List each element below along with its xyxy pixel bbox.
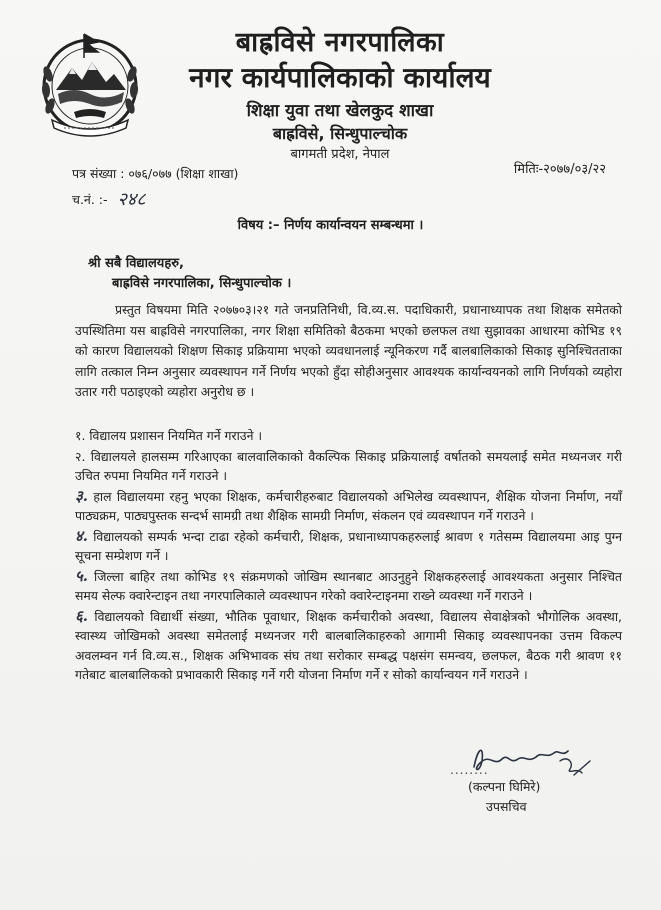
list-item: २. विद्यालयले हालसम्म गरिआएका बालवालिकाको वैकल्पिक सिकाइ प्रक्रियालाई वर्षातको समयलाई समेत मध्यनजर गरी उचित रुपमा नियमित गर्ने गराउने । (75, 448, 622, 483)
letter-date: मितिः-२०७७/०३/२२ (513, 162, 606, 177)
recipient-line-1: श्री सबै विद्यालयहरु, (88, 256, 184, 271)
dispatch-number-row (72, 186, 146, 210)
list-item: ४. विद्यालयको सम्पर्क भन्दा टाढा रहेको कर्मचारी, शिक्षक, प्रधानाध्यापकहरुलाई श्रावण १ गतेसम्म विद्यालयमा आइ पुग्न सूचना सम्प्रेशण गर्ने । (75, 526, 622, 563)
office-name: नगर कार्यपालिकाको कार्यालय (189, 61, 491, 94)
list-item: ५. जिल्ला बाहिर तथा कोभिड १९ संक्रमणको जोखिम स्थानबाट आउनुहुने शिक्षकहरुलाई आवश्यकता अनुसार निश्चित समय सेल्फ क्वारेन्टाइन तथा नगरपालिकाले व्यवस्थापन गरेको क्वारेन्टाइनमा राख्ने व्यवस्था गर्ने गराउने । (75, 566, 622, 603)
reference-number: पत्र संख्या : ०७६/०७७ (शिक्षा शाखा) (72, 166, 239, 181)
body-paragraph: प्रस्तुत विषयमा मिति २०७७०३।२१ गते जनप्रतिनिधी, वि.व्य.स. पदाधिकारी, प्रधानाध्यापक तथा शिक्षक समेतको उपस्थितिमा यस बाह्रविसे नगरपालिका, नगर शिक्षा समितिको बैठकमा भएको छलफल तथा सुझावका आधारमा कोभिड १९ को कारण विद्यालयको शिक्षण सिकाइ प्रक्रियामा भएको व्यवधानलाई न्यूनिकरण गर्दै बालबालिकाको सिकाइ सुनिश्चितताका लागि तत्काल निम्न अनुसार व्यवस्थापन गर्ने निर्णय भएको हुँदा सोहीअनुसार आवश्यक कार्यान्वयनको लागि निर्णयको व्यहोरा उतार गरी पठाइएको व्यहोरा अनुरोध छ । (75, 302, 622, 399)
dispatch-number: २४८ (117, 189, 146, 210)
list-item: ३. हाल विद्यालयमा रहनु भएका शिक्षक, कर्मचारीहरुबाट विद्यालयको अभिलेख व्यवस्थापन, शैक्षिक योजना निर्माण, नयाँ पाठ्यक्रम, पाठ्यपुस्तक सन्दर्भ सामग्री तथा शैक्षिक सामग्री निर्माण, संकलन एवं व्यवस्थापन गर्ने गराउने । (75, 486, 622, 523)
signatory-title: उपसचिव (486, 799, 527, 814)
recipient-line-2: बाह्रविसे नगरपालिका, सिन्धुपाल्चोक । (112, 276, 292, 291)
subject-line: विषय :– निर्णय कार्यान्वयन सम्बन्धमा । (237, 218, 424, 233)
section-name: शिक्षा युवा तथा खेलकुद शाखा (246, 101, 434, 121)
list-item: १. विद्यालय प्रशासन नियमित गर्ने गराउने । (75, 428, 263, 443)
signature-dots: ........ (450, 763, 489, 777)
signatory-name: (कल्पना घिमिरे) (468, 779, 541, 794)
municipality-name: बाह्रविसे नगरपालिका (235, 27, 445, 58)
list-item: ६. विद्यालयको विद्यार्थी संख्या, भौतिक पूवाधार, शिक्षक कर्मचारीको अवस्था, विद्यालय सेवाक्षेत्रको भौगोलिक अवस्था, स्वास्थ्य जोखिमको अवस्था समेतलाई मध्यनजर गरी बालबालिकाहरुको आगामी सिकाइ व्यवस्थापनका उत्तम विकल्प अवलम्वन गर्न वि.व्य.स., शिक्षक अभिभावक संघ तथा सरोकार सम्बद्ध पक्षसंग समन्वय, छलफल, बैठक गरी श्रावण ११ गतेबाट बालबालिकको प्रभावकारी सिकाइ गर्ने गरी योजना निर्माण गर्ने र सोको कार्यान्वयन गर्ने गराउने । (75, 606, 622, 682)
province-line: बागमती प्रदेश, नेपाल (290, 147, 390, 162)
dispatch-label: च.नं. :- (72, 192, 108, 207)
office-location: बाह्रविसे, सिन्धुपाल्चोक (272, 124, 408, 143)
decision-list (75, 426, 622, 686)
